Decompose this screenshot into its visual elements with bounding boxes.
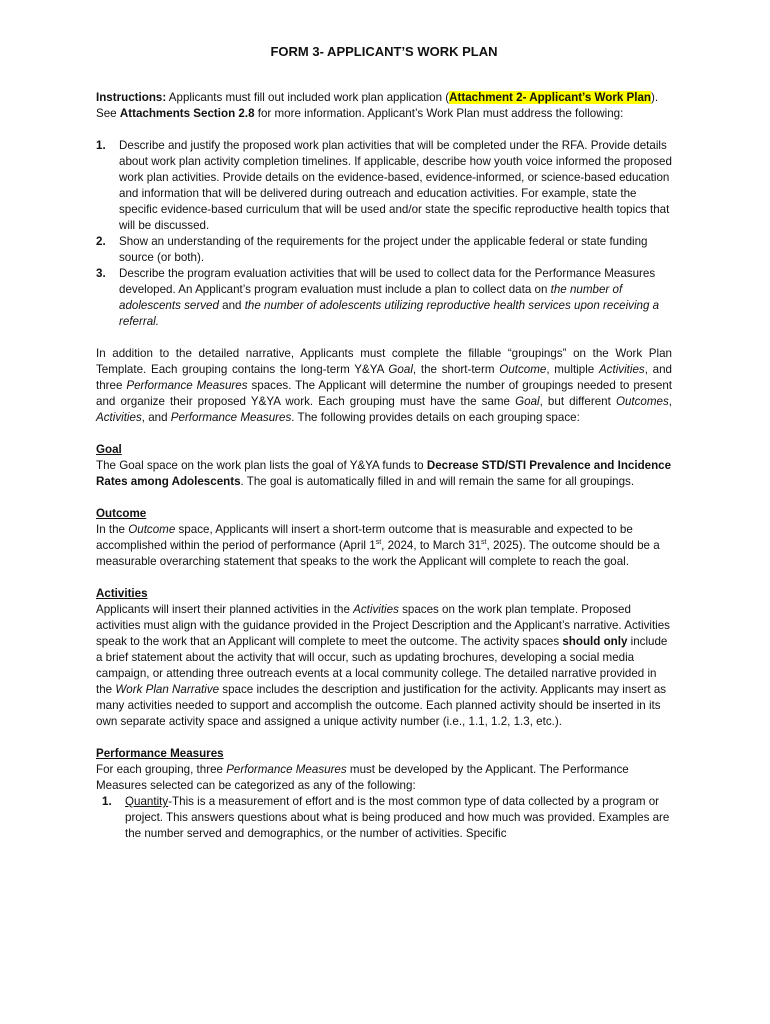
activities-text: Applicants will insert their planned activities in the Activities spaces on the work plan template. Proposed activities must align with the guidance provided in the Project Description and the Applicant’s narrative. Activities speak to the work that an Applicant will complete to meet the outcome. The activity spaces should only include a brief statement about the activity that will occur, such as updating brochures, developing a social media campaign, or attending three outreach events at a local community college. The detailed narrative provided in the Work Plan Narrative space includes the description and justification for the activity. Applicants may insert as many activities needed to support and accomplish the outcome. Each planned activity should be inserted in its own separate activity space and assigned a unique activity number (i.e., 1.1, 1.2, 1.3, etc.). xyxy=(96,603,670,728)
performance-section xyxy=(96,746,672,842)
goal-section xyxy=(96,442,672,490)
activities-heading: Activities xyxy=(96,587,148,600)
requirements-list xyxy=(96,138,672,330)
page-title: FORM 3- APPLICANT’S WORK PLAN xyxy=(270,44,498,59)
list-item: 2. Show an understanding of the requirements for the project under the applicable federal or state funding source (or both). xyxy=(96,235,648,264)
attachment-highlight: Attachment 2- Applicant’s Work Plan xyxy=(449,91,651,104)
instructions-label: Instructions: xyxy=(96,91,167,104)
document-page xyxy=(96,44,672,842)
list-item: 3. Describe the program evaluation activities that will be used to collect data for the Performance Measures developed. An Applicant’s program evaluation must include a plan to collect data on the number of adolescents served and the number of adolescents utilizing reproductive health services upon receiving a referral. xyxy=(96,267,660,328)
performance-heading: Performance Measures xyxy=(96,747,224,760)
quantity-label: Quantity xyxy=(125,795,169,808)
activities-section xyxy=(96,586,672,730)
instructions-paragraph: Instructions: Applicants must fill out included work plan application (Attachment 2- Applicant’s Work Plan). See Attachments Section 2.8 for more information. Applicant’s Work Plan must address the following: xyxy=(96,91,659,120)
outcome-section xyxy=(96,506,672,570)
outcome-heading: Outcome xyxy=(96,507,147,520)
performance-measures-list xyxy=(96,794,672,842)
list-item: 1. Describe and justify the proposed work plan activities that will be completed under the RFA. Provide details about work plan activity completion timelines. If applicable, describe how youth voice informed the proposed work plan activities. Provide details on the evidence-based, evidence-informed, or science-based education and information that will be delivered during outreach and education activities. For example, state the specific evidence-based curriculum that will be used and/or state the specific reproductive health topics that will be discussed. xyxy=(96,139,672,232)
performance-text: For each grouping, three Performance Measures must be developed by the Applicant. The Performance Measures selected can be categorized as any of the following: xyxy=(96,763,629,792)
outcome-text: In the Outcome space, Applicants will insert a short-term outcome that is measurable and expected to be accomplished within the period of performance (April 1st, 2024, to March 31st, 2025). The outcome should be a measurable overarching statement that speaks to the work the Applicant will complete to reach the goal. xyxy=(96,523,660,568)
goal-heading: Goal xyxy=(96,443,122,456)
list-item: 1. Quantity-This is a measurement of effort and is the most common type of data collected by a program or project. This answers questions about what is being produced and how much was provided. Examples are the number served and demographics, or the number of activities. Specific xyxy=(102,795,670,840)
narrative-paragraph: In addition to the detailed narrative, Applicants must complete the fillable “groupings” on the Work Plan Template. Each grouping contains the long-term Y&YA Goal, the short-term Outcome, multiple Activities, and three Performance Measures spaces. The Applicant will determine the number of groupings needed to present and organize their proposed Y&YA work. Each grouping must have the same Goal, but different Outcomes, Activities, and Performance Measures. The following provides details on each grouping space: xyxy=(96,347,673,424)
goal-text: The Goal space on the work plan lists the goal of Y&YA funds to Decrease STD/STI Prevalence and Incidence Rates among Adolescents. The goal is automatically filled in and will remain the same for all groupings. xyxy=(96,459,672,488)
attachments-section-ref: Attachments Section 2.8 xyxy=(119,107,255,120)
